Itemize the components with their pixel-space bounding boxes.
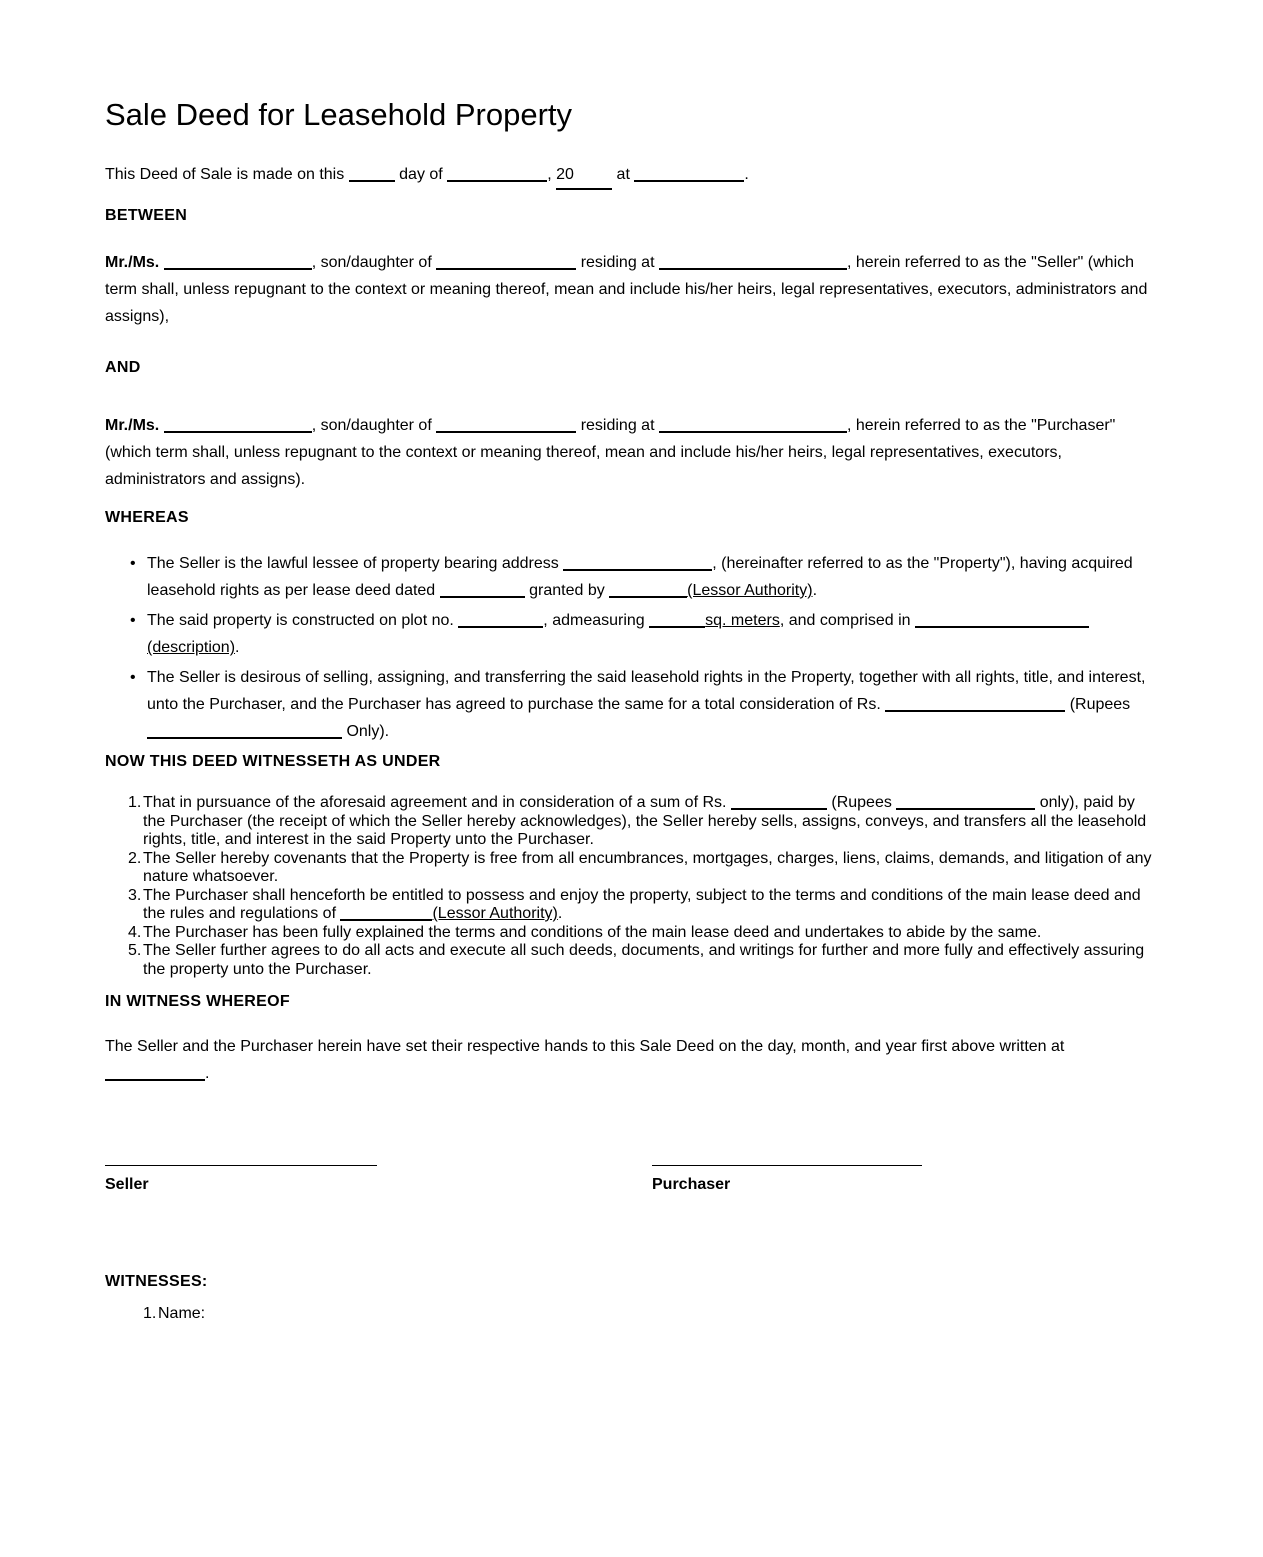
clause1-text-2: (Rupees xyxy=(831,794,892,811)
section-heading-witnesses: WITNESSES: xyxy=(105,1273,208,1290)
clause-4-number: 4. xyxy=(128,923,142,941)
blank-property-address xyxy=(563,559,712,571)
clause1-text-3: only), paid by the Purchaser (the receipt of which the Seller hereby acknowledges), the Seller hereby sells, assigns, conveys, and transfers all the leasehold rights, title, and interest in the said Property unto the Purchaser. xyxy=(143,794,1147,848)
bullet1-text-2: , (hereinafter referred to as the "Property"), having acquired leasehold rights as per lease deed dated xyxy=(147,555,1133,599)
whereas-bullet-1 xyxy=(105,550,1158,604)
clause4-text: The Purchaser has been fully explained the terms and conditions of the main lease deed and undertakes to abide by the same. xyxy=(143,923,1042,941)
purchaser-text-1: , son/daughter of xyxy=(311,417,432,434)
blank-purchaser-parent xyxy=(436,421,576,433)
seller-salutation: Mr./Ms. xyxy=(105,254,160,271)
purchaser-text-2: residing at xyxy=(580,417,655,434)
seller-text-1: , son/daughter of xyxy=(311,254,432,271)
intro-text-1: This Deed of Sale is made on this xyxy=(105,166,345,183)
section-heading-whereas: WHEREAS xyxy=(105,509,189,526)
purchaser-signature-line xyxy=(652,1165,922,1166)
clause5-text: The Seller further agrees to do all acts and execute all such deeds, documents, and writings for further and more fully and effectively assuring the property unto the Purchaser. xyxy=(143,942,1145,978)
document-page xyxy=(0,96,1263,1318)
clause2-text: The Seller hereby covenants that the Property is free from all encumbrances, mortgages, charges, liens, claims, demands, and litigation of any nature whatsoever. xyxy=(143,849,1152,885)
blank-month xyxy=(447,170,547,182)
clause-1 xyxy=(105,794,1158,850)
section-heading-between: BETWEEN xyxy=(105,207,188,224)
clause-1-number: 1. xyxy=(128,794,142,811)
bullet2-text-3: , and comprised in xyxy=(779,612,911,629)
intro-period: . xyxy=(744,166,749,183)
bullet1-period: . xyxy=(812,582,818,599)
blank-plot-no xyxy=(458,616,543,628)
intro-comma: , xyxy=(547,166,552,183)
bullet3-text-1: The Seller is desirous of selling, assigning, and transferring the said leasehold rights in the Property, together with all rights, title, and interest, unto the Purchaser, and the Purchaser has agreed to purchase the same for a total consideration of Rs. xyxy=(147,669,1146,713)
blank-consideration-words xyxy=(147,727,342,739)
whereas-bullet-2 xyxy=(105,607,1158,661)
seller-signature-line xyxy=(105,1165,377,1166)
clauses-list xyxy=(105,794,1158,979)
seller-text-3: , herein referred to as the "Seller" (which term shall, unless repugnant to the context or meaning thereof, mean and include his/her heirs, legal representatives, executors, administrators and assigns), xyxy=(105,254,1148,325)
blank-execution-place xyxy=(105,1069,205,1081)
clause-3-number: 3. xyxy=(128,886,142,904)
lessor-authority-underlined: (Lessor Authority) xyxy=(687,582,813,599)
sq-meters-underlined: sq. meters xyxy=(705,612,780,629)
blank-sum-words xyxy=(896,798,1035,810)
blank-place xyxy=(634,170,744,182)
clause3-period: . xyxy=(557,905,563,922)
bullet-icon: • xyxy=(130,669,136,686)
blank-comprised-in xyxy=(915,616,1089,628)
blank-seller-name xyxy=(164,258,312,270)
year-prefix: 20 xyxy=(556,166,574,183)
whereas-bullet-3 xyxy=(105,664,1158,745)
bullet1-text-3: granted by xyxy=(529,582,605,599)
section-heading-witnesseth: NOW THIS DEED WITNESSETH AS UNDER xyxy=(105,753,441,770)
blank-day xyxy=(349,170,395,182)
clause-2 xyxy=(105,850,1158,887)
purchaser-paragraph xyxy=(105,412,1158,493)
clause-3 xyxy=(105,887,1158,924)
clause-5 xyxy=(105,942,1158,979)
clause-2-number: 2. xyxy=(128,849,142,867)
blank-year xyxy=(556,161,612,190)
signature-row xyxy=(105,1165,1158,1207)
blank-regulations xyxy=(340,909,432,921)
blank-sum-amount xyxy=(731,798,827,810)
seller-signature-label: Seller xyxy=(105,1176,149,1193)
seller-signature-block xyxy=(105,1165,377,1195)
purchaser-signature-label: Purchaser xyxy=(652,1176,731,1193)
clause-5-number: 5. xyxy=(128,942,142,959)
bullet-icon: • xyxy=(130,612,136,629)
intro-line xyxy=(105,161,1158,190)
intro-text-3: at xyxy=(616,166,630,183)
blank-purchaser-address xyxy=(659,421,847,433)
description-underlined: (description) xyxy=(147,639,236,656)
purchaser-text-3: , herein referred to as the "Purchaser" (which term shall, unless repugnant to the context or meaning thereof, mean and include his/her heirs, legal representatives, executors, administrators and assigns). xyxy=(105,417,1116,488)
blank-area xyxy=(649,616,705,628)
bullet2-text-2: , admeasuring xyxy=(543,612,645,629)
blank-seller-parent xyxy=(436,258,576,270)
section-heading-and: AND xyxy=(105,359,141,376)
bullet2-text-1: The said property is constructed on plot no. xyxy=(147,612,454,629)
clause-4 xyxy=(105,924,1158,943)
blank-seller-address xyxy=(659,258,847,270)
lessor-authority-underlined-2: (Lessor Authority) xyxy=(432,905,558,922)
clause1-text-1: That in pursuance of the aforesaid agreement and in consideration of a sum of Rs. xyxy=(143,794,727,811)
witnesses-list-clipped xyxy=(105,1304,1158,1318)
witness-item-1-number: 1. xyxy=(143,1305,157,1318)
blank-grantor xyxy=(609,586,687,598)
bullet1-text-1: The Seller is the lawful lessee of property bearing address xyxy=(147,555,559,572)
blank-purchaser-name xyxy=(164,421,312,433)
witness-item-1-label: Name: xyxy=(158,1305,206,1318)
bullet2-period: . xyxy=(235,639,240,656)
whereas-list xyxy=(105,550,1158,745)
seller-text-2: residing at xyxy=(580,254,655,271)
blank-lease-date xyxy=(440,586,525,598)
bullet3-text-3: Only). xyxy=(346,723,390,740)
purchaser-signature-block xyxy=(652,1165,922,1195)
witness-period: . xyxy=(205,1065,210,1082)
section-heading-in-witness: IN WITNESS WHEREOF xyxy=(105,993,290,1010)
page-title: Sale Deed for Leasehold Property xyxy=(105,97,573,132)
purchaser-salutation: Mr./Ms. xyxy=(105,417,160,434)
witness-text: The Seller and the Purchaser herein have set their respective hands to this Sale Deed on the day, month, and year first above written at xyxy=(105,1038,1065,1055)
bullet-icon: • xyxy=(130,555,136,572)
witness-paragraph xyxy=(105,1033,1158,1087)
clause3-text-1: The Purchaser shall henceforth be entitled to possess and enjoy the property, subject to the terms and conditions of the main lease deed and the rules and regulations of xyxy=(143,886,1141,922)
bullet3-text-2: (Rupees xyxy=(1069,696,1131,713)
seller-paragraph xyxy=(105,249,1158,330)
blank-consideration-amount xyxy=(885,700,1065,712)
witness-item-1 xyxy=(105,1304,1158,1318)
document-viewport xyxy=(0,96,1263,1557)
intro-text-2: day of xyxy=(399,166,443,183)
